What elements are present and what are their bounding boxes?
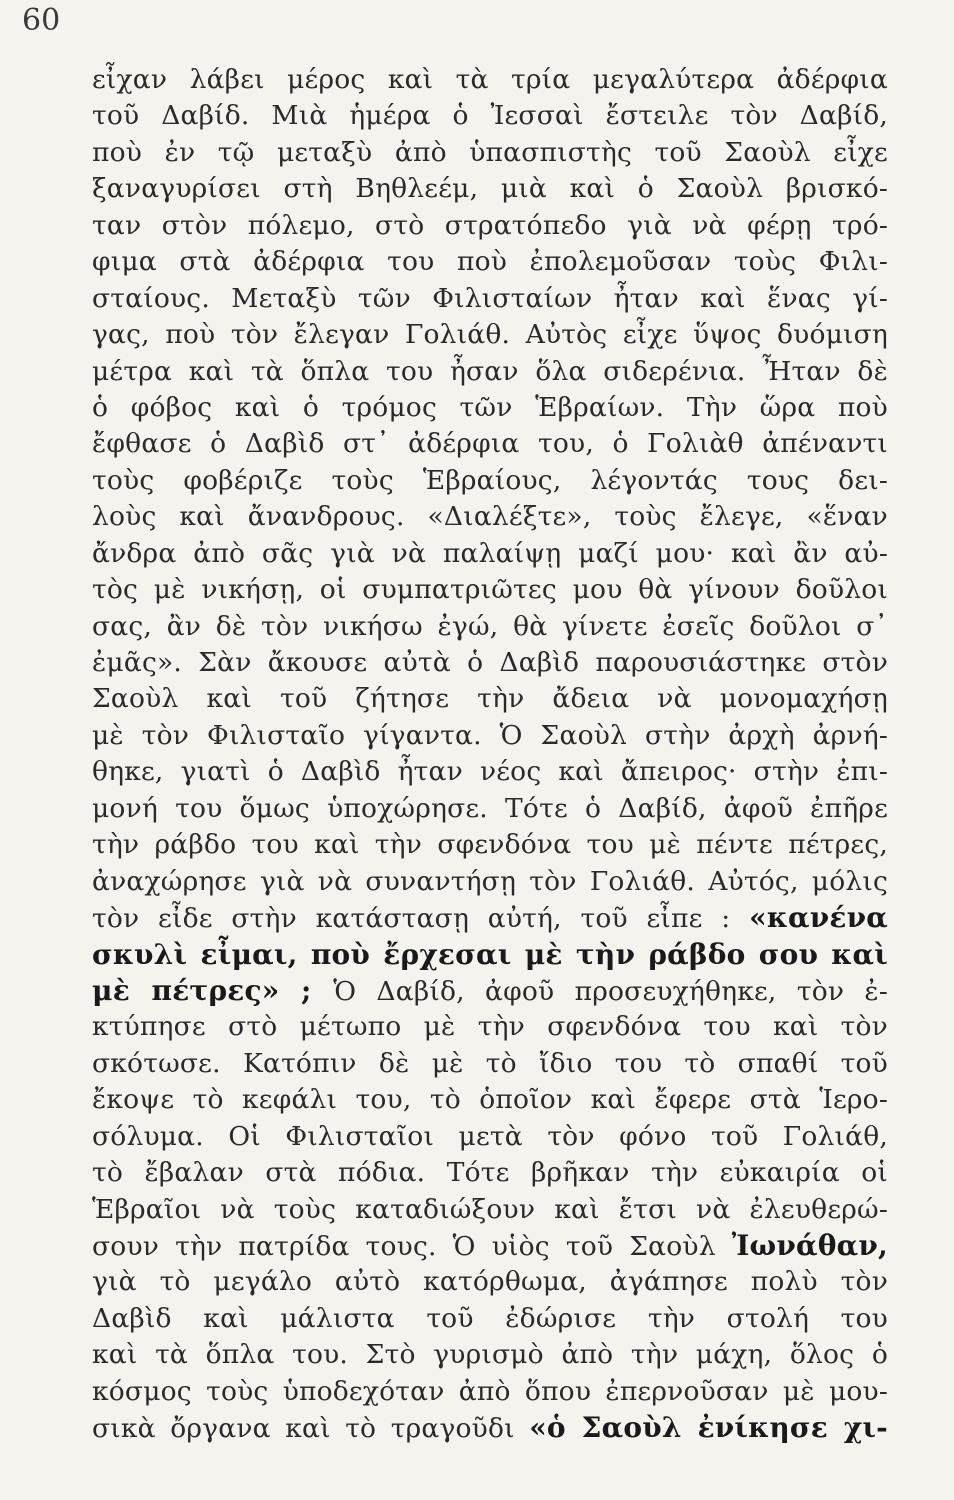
text-segment: Ἑβραῖοι νὰ τοὺς καταδιώξουν καὶ ἔτσι νὰ ἐλευθερώ- [92,1193,888,1225]
text-line [92,171,888,207]
text-segment: τὸ ἔβαλαν στὰ πόδια. Τότε βρῆκαν τὴν εὐκαιρία οἱ [92,1157,888,1189]
text-line [92,681,888,717]
text-line [92,1301,888,1337]
text-segment: τοῦ Δαβίδ. Μιὰ ἡμέρα ὁ Ἰεσσαὶ ἔστειλε τὸν Δαβίδ, [92,100,888,132]
text-segment: φιμα στὰ ἀδέρφια του ποὺ ἐπολεμοῦσαν τοὺς Φιλι- [92,246,888,278]
text-segment: κόσμος τοὺς ὑποδεχόταν ἀπὸ ὅπου ἐπερνοῦσαν μὲ μου- [92,1375,888,1407]
text-segment: ὁ φόβος καὶ ὁ τρόμος τῶν Ἑβραίων. Τὴν ὥρα ποὺ [92,391,888,423]
text-line [92,390,888,426]
text-segment: τοὺς φοβέριζε τοὺς Ἑβραίους, λέγοντάς τους δει- [92,464,888,496]
text-line [92,937,888,973]
text-segment: ποὺ ἐν τῷ μεταξὺ ἀπὸ ὑπασπιστὴς τοῦ Σαοὺλ εἶχε [92,136,888,168]
text-segment: μονή του ὅμως ὑποχώρησε. Τότε ὁ Δαβίδ, ἀφοῦ ἐπῆρε [92,792,888,824]
text-segment: θηκε, γιατὶ ὁ Δαβὶδ ἦταν νέος καὶ ἄπειρος· στὴν ἐπι- [92,756,888,788]
text-line [92,1082,888,1118]
text-segment: ξαναγυρίσει στὴ Βηθλεέμ, μιὰ καὶ ὁ Σαοὺλ βρισκό- [92,173,888,205]
page-number: 60 [22,3,61,38]
text-line [92,135,888,171]
text-segment: σουν τὴν πατρίδα τους. Ὁ υἱὸς τοῦ Σαοὺλ [92,1231,732,1262]
text-line [92,864,888,900]
text-line [92,1192,888,1228]
text-line [92,1264,888,1300]
text-line [92,1337,888,1373]
text-segment: γας, ποὺ τὸν ἔλεγαν Γολιάθ. Αὐτὸς εἶχε ὕψος δυόμιση [92,319,888,351]
text-line [92,754,888,790]
text-line [92,1228,888,1264]
bold-text-segment: μὲ πέτρες» ; [92,973,334,1007]
text-segment: γιὰ τὸ μεγάλο αὐτὸ κατόρθωμα, ἀγάπησε πολὺ τὸν [92,1266,888,1298]
bold-text-segment: Ἰωνάθαν, [731,1229,888,1262]
text-segment: ἐμᾶς». Σὰν ἄκουσε αὐτὰ ὁ Δαβὶδ παρουσιάστηκε στὸν [92,647,888,678]
text-line [92,718,888,754]
text-segment: Σαοὺλ καὶ τοῦ ζήτησε τὴν ἄδεια νὰ μονομαχήσῃ [92,683,888,715]
text-line [92,827,888,863]
text-line [92,1374,888,1410]
text-segment: τὸν εἶδε στὴν κατάστασῃ αὐτή, τοῦ εἶπε : [92,903,750,935]
text-line [92,1046,888,1082]
text-segment: σας, ἂν δὲ τὸν νικήσω ἐγώ, θὰ γίνετε ἐσεῖς δοῦλοι σ᾽ [92,610,888,642]
text-segment: ταν στὸν πόλεμο, στὸ στρατόπεδο γιὰ νὰ φέρῃ τρό- [92,209,888,241]
text-line [92,317,888,353]
text-segment: ἔκοψε τὸ κεφάλι του, τὸ ὁποῖον καὶ ἔφερε στὰ Ἱερο- [92,1084,888,1116]
text-line [92,1119,888,1155]
bold-text-segment: σκυλὶ εἶμαι, ποὺ ἔρχεσαι μὲ τὴν ράβδο σου καὶ [92,937,888,971]
text-line [92,244,888,280]
text-line [92,536,888,572]
text-segment: Ὁ Δαβίδ, ἀφοῦ προσευχήθηκε, τὸν ἐ- [333,975,888,1007]
text-line [92,208,888,244]
text-segment: ἄνδρα ἀπὸ σᾶς γιὰ νὰ παλαίψῃ μαζί μου· καὶ ἂν αὐ- [92,537,888,569]
text-line [92,98,888,134]
text-line [92,973,888,1009]
text-line [92,1155,888,1191]
text-line [92,354,888,390]
text-segment: τὴν ράβδο του καὶ τὴν σφενδόνα του μὲ πέντε πέτρες, [92,829,888,861]
text-line [92,645,888,681]
text-segment: σικὰ ὄργανα καὶ τὸ τραγοῦδι [92,1413,530,1445]
text-line [92,900,888,936]
bold-text-segment: «ὁ Σαοὺλ ἐνίκησε χι- [529,1411,888,1445]
text-segment: καὶ τὰ ὅπλα του. Στὸ γυρισμὸ ἀπὸ τὴν μάχη, ὅλος ὁ [92,1339,888,1371]
text-segment: εἶχαν λάβει μέρος καὶ τὰ τρία μεγαλύτερα ἀδέρφια [92,64,888,95]
text-segment: κτύπησε στὸ μέτωπο μὲ τὴν σφενδόνα του καὶ τὸν [92,1011,888,1043]
text-segment: σταίους. Μεταξὺ τῶν Φιλισταίων ἦταν καὶ ἕνας γί- [92,282,888,314]
text-segment: σκότωσε. Κατόπιν δὲ μὲ τὸ ἴδιο του τὸ σπαθί τοῦ [92,1047,888,1079]
text-segment: μὲ τὸν Φιλισταῖο γίγαντα. Ὁ Σαοὺλ στὴν ἀρχὴ ἀρνή- [92,719,888,751]
text-line [92,791,888,827]
text-line [92,463,888,499]
bold-text-segment: «κανένα [749,901,888,935]
body-text [92,62,888,1447]
text-segment: σόλυμα. Οἱ Φιλισταῖοι μετὰ τὸν φόνο τοῦ Γολιάθ, [92,1120,888,1152]
text-line [92,609,888,645]
text-segment: τὸς μὲ νικήσῃ, οἱ συμπατριῶτες μου θὰ γίνουν δοῦλοι [92,574,888,606]
text-segment: Δαβὶδ καὶ μάλιστα τοῦ ἐδώρισε τὴν στολή του [92,1302,888,1334]
text-line [92,426,888,462]
text-line [92,281,888,317]
text-segment: ἀναχώρησε γιὰ νὰ συναντήσῃ τὸν Γολιάθ. Αὐτός, μόλις [92,865,888,897]
text-line [92,62,888,98]
text-segment: ἔφθασε ὁ Δαβὶδ στ᾽ ἀδέρφια του, ὁ Γολιὰθ ἀπέναντι [92,428,888,460]
text-segment: λοὺς καὶ ἄνανδρους. «Διαλέξτε», τοὺς ἔλεγε, «ἕναν [92,501,888,533]
text-segment: μέτρα καὶ τὰ ὅπλα του ἦσαν ὅλα σιδερένια. Ἦταν δὲ [92,355,888,387]
text-line [92,1410,888,1446]
text-line [92,572,888,608]
text-line [92,499,888,535]
text-line [92,1009,888,1045]
